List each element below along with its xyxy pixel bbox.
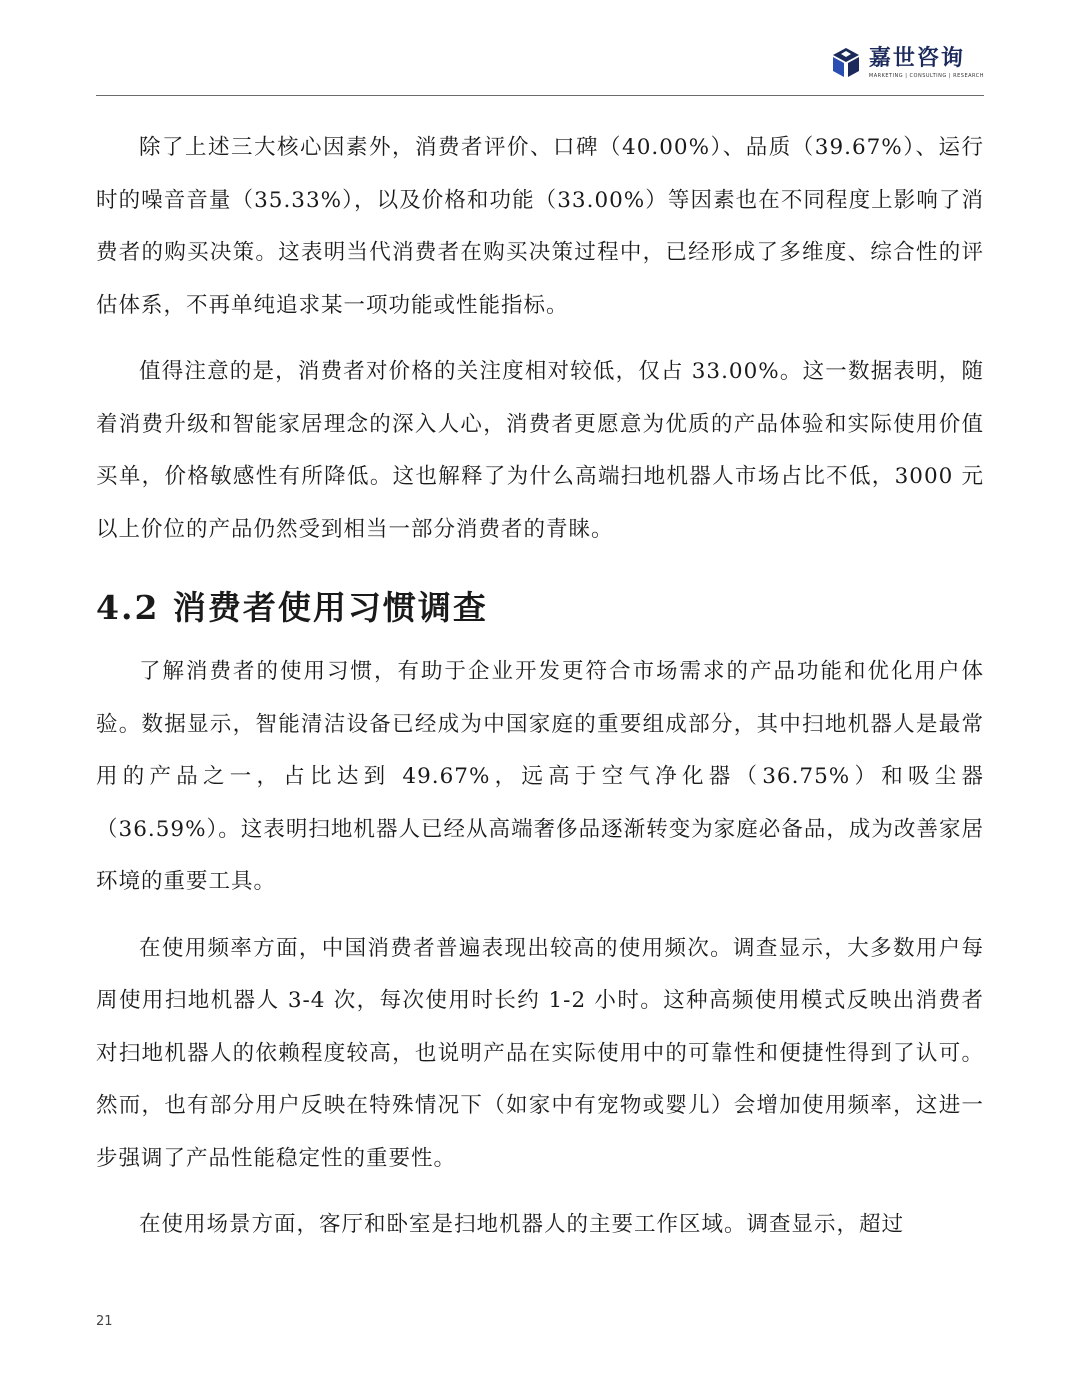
header-divider <box>96 95 984 96</box>
page-header <box>96 40 984 96</box>
paragraph: 了解消费者的使用习惯，有助于企业开发更符合市场需求的产品功能和优化用户体验。数据显示，智能清洁设备已经成为中国家庭的重要组成部分，其中扫地机器人是最常用的产品之一，占比达到 49.67%，远高于空气净化器（36.75%）和吸尘器（36.59%）。这表明扫地机器人已经从高端奢侈品逐渐转变为家庭必备品，成为改善家居环境的重要工具。 <box>96 659 984 894</box>
page-number: 21 <box>96 1314 113 1329</box>
paragraph: 在使用频率方面，中国消费者普遍表现出较高的使用频次。调查显示，大多数用户每周使用扫地机器人 3-4 次，每次使用时长约 1-2 小时。这种高频使用模式反映出消费者对扫地机器人的依赖程度较高，也说明产品在实际使用中的可靠性和便捷性得到了认可。然而，也有部分用户反映在特殊情况下（如家中有宠物或婴儿）会增加使用频率，这进一步强调了产品性能稳定性的重要性。 <box>96 935 984 1171</box>
brand-name: 嘉世咨询 <box>868 46 965 71</box>
paragraph: 除了上述三大核心因素外，消费者评价、口碑（40.00%）、品质（39.67%）、运行时的噪音音量（35.33%），以及价格和功能（33.00%）等因素也在不同程度上影响了消费者的购买决策。这表明当代消费者在购买决策过程中，已经形成了多维度、综合性的评估体系，不再单纯追求某一项功能或性能指标。 <box>96 135 984 318</box>
paragraph: 值得注意的是，消费者对价格的关注度相对较低，仅占 33.00%。这一数据表明，随着消费升级和智能家居理念的深入人心，消费者更愿意为优质的产品体验和实际使用价值买单，价格敏感性有所降低。这也解释了为什么高端扫地机器人市场占比不低，3000 元以上价位的产品仍然受到相当一部分消费者的青睐。 <box>96 359 984 542</box>
brand-cube-icon <box>829 46 863 80</box>
brand-tagline: MARKETING | CONSULTING | RESEARCH <box>868 73 984 79</box>
section-heading: 4.2 消费者使用习惯调查 <box>96 588 488 627</box>
paragraph: 在使用场景方面，客厅和卧室是扫地机器人的主要工作区域。调查显示，超过 <box>139 1212 905 1237</box>
page-content <box>96 122 984 1266</box>
brand-logo <box>829 46 984 80</box>
